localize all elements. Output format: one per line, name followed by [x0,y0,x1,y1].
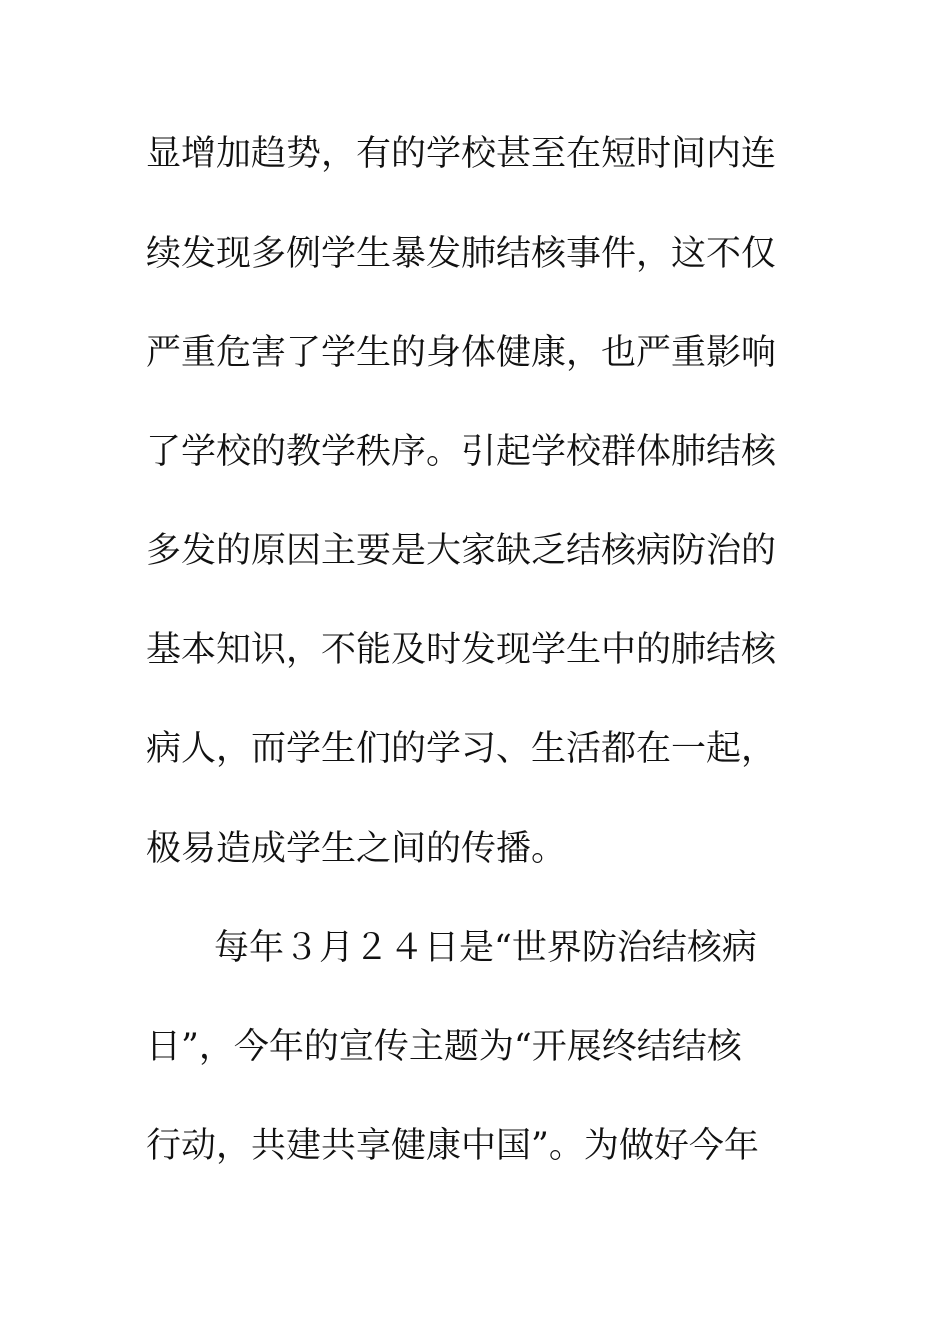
text-line: 了学校的教学秩序。引起学校群体肺结核 [146,432,777,472]
text-line: 日”，今年的宣传主题为“开展终结结核 [146,1027,742,1067]
text-line: 行动，共建共享健康中国”。为做好今年 [146,1126,759,1166]
text-line: 极易造成学生之间的传播。 [146,829,567,869]
text-line: 严重危害了学生的身体健康，也严重影响 [146,333,777,373]
paragraph-first-line: 每年３月２４日是“世界防治结核病 [214,928,757,968]
text-line: 病人，而学生们的学习、生活都在一起， [146,729,777,769]
text-line: 多发的原因主要是大家缺乏结核病防治的 [146,531,777,571]
text-line: 显增加趋势，有的学校甚至在短时间内连 [146,134,777,174]
text-line: 基本知识，不能及时发现学生中的肺结核 [146,630,777,670]
text-line: 续发现多例学生暴发肺结核事件，这不仅 [146,234,777,274]
